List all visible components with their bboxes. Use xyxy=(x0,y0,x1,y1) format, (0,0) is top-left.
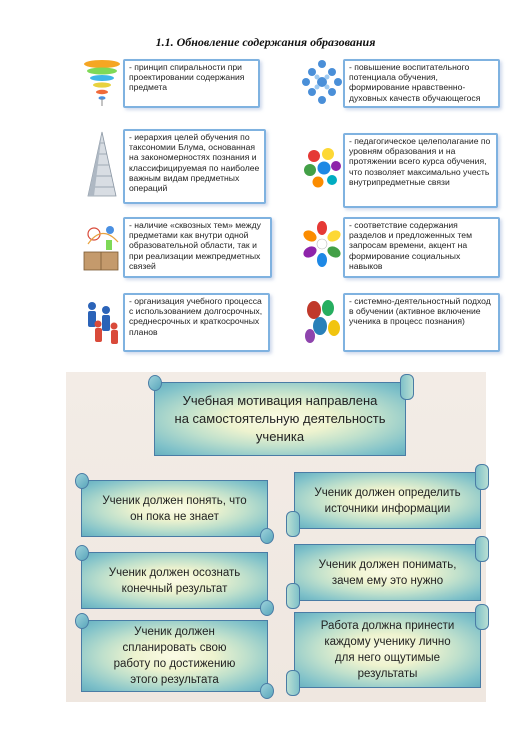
card-goal-setting xyxy=(300,130,498,208)
motivation-diagram xyxy=(66,372,486,702)
card-social-skills xyxy=(300,214,500,278)
card-planning xyxy=(80,290,270,352)
card-text-box xyxy=(123,293,270,352)
diagram-top-text: Учебная мотивация направлена на самостоятельную деятельность ученика xyxy=(174,393,386,444)
diagram-top-scroll xyxy=(154,382,406,456)
card-text: - иерархия целей обучения по таксономии Блума, основанная на закономерностях познания и классифицируемая по наиболее важным видам предметных операций xyxy=(129,132,260,194)
diagram-item-4 xyxy=(294,544,481,601)
card-text: - наличие «сквозных тем» между предметами как внутри одной образовательной области, так и при реализации межпредметных связей xyxy=(129,220,261,271)
network-molecule-icon xyxy=(300,56,344,108)
card-text-box xyxy=(123,217,272,278)
card-text-box xyxy=(123,59,260,108)
card-activity-approach xyxy=(300,290,500,352)
diagram-item-1 xyxy=(81,480,268,537)
eggs-icon xyxy=(300,290,344,352)
section-title: 1.1. Обновление содержания образования xyxy=(155,35,376,49)
card-text: - соответствие содержания разделов и предложенных тем запросам времени, акцент на формирование социальных навыков xyxy=(349,220,472,271)
diagram-item-6 xyxy=(294,612,481,688)
diagram-item-text: Работа должна принести каждому ученику лично для него ощутимые результаты xyxy=(320,620,455,680)
diagram-item-text: Ученик должен определить источники информации xyxy=(314,486,461,515)
diagram-item-text: Ученик должен понимать, зачем ему это нужно xyxy=(318,558,457,587)
card-text-box xyxy=(343,293,500,352)
card-text: - повышение воспитательного потенциала обучения, формирование нравственно-духовных качеств обучающегося xyxy=(349,62,481,103)
diagram-item-text: Ученик должен понять, что он пока не знает xyxy=(102,494,247,523)
card-bloom-taxonomy xyxy=(80,126,266,204)
card-text: - организация учебного процесса с использованием долгосрочных, среднесрочных и краткосрочных планов xyxy=(129,296,263,337)
colored-spheres-icon xyxy=(300,130,344,208)
diagram-item-text: Ученик должен спланировать свою работу по достижению этого результата xyxy=(113,626,236,686)
card-text-box xyxy=(343,133,498,208)
card-cross-topics xyxy=(80,214,272,278)
card-spiral-principle xyxy=(80,56,260,108)
diagram-item-2 xyxy=(294,472,481,529)
card-text: - принцип спиральности при проектировании содержания предмета xyxy=(129,62,245,93)
diagram-item-3 xyxy=(81,552,268,609)
spiral-icon xyxy=(80,56,124,108)
hands-circle-icon xyxy=(300,214,344,278)
card-text-box xyxy=(343,59,500,108)
pyramid-icon xyxy=(80,126,124,204)
diagram-item-text: Ученик должен осознать конечный результат xyxy=(108,566,241,595)
card-text-box xyxy=(123,129,266,204)
card-education-potential xyxy=(300,56,500,108)
card-text: - системно-деятельностный подход в обучении (активное включение ученика в процесс познания) xyxy=(349,296,491,327)
science-book-icon xyxy=(80,214,124,278)
card-text: - педагогическое целеполагание по уровням образования и на протяжении всего курса обучения, что позволяет максимально учесть внутрипредметные связи xyxy=(349,136,491,187)
card-text-box xyxy=(343,217,500,278)
people-figures-icon xyxy=(80,290,124,352)
diagram-item-5 xyxy=(81,620,268,692)
